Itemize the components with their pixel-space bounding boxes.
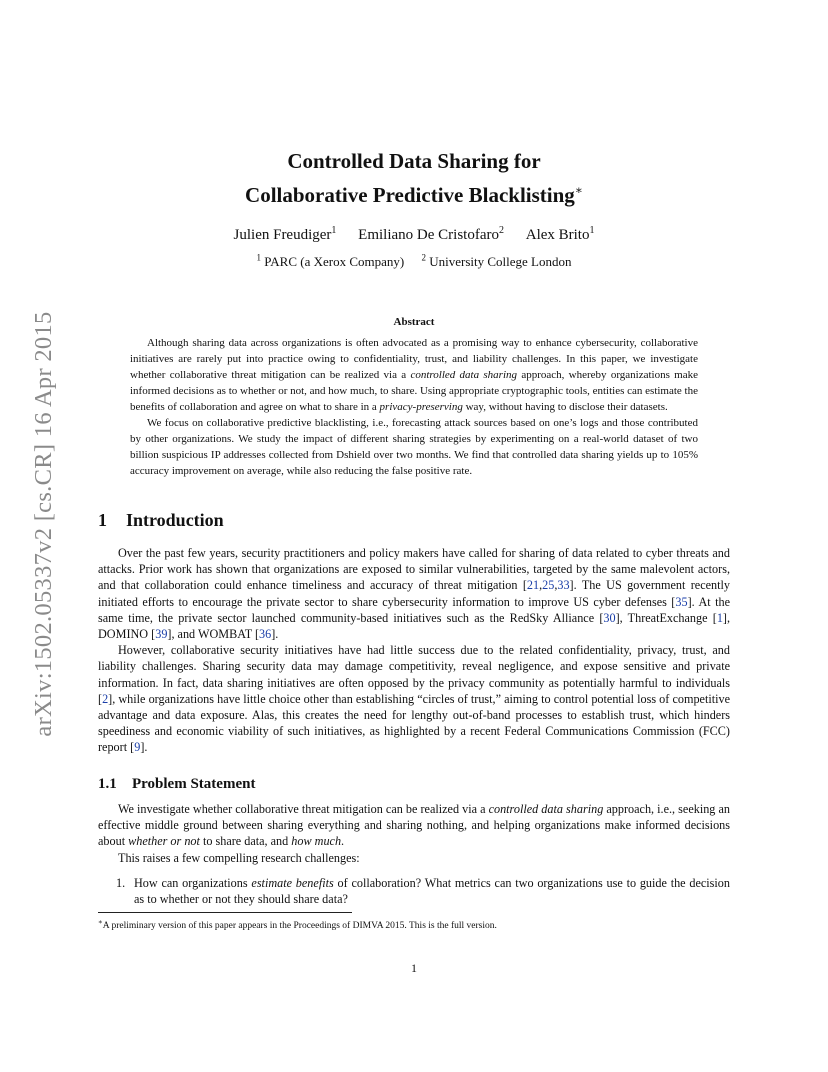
body-text: ], DOMINO [: [98, 610, 731, 642]
body-emphasis: controlled data sharing: [488, 802, 604, 816]
affiliation: [421, 254, 571, 269]
body-emphasis: how much: [291, 834, 342, 849]
abstract-paragraph: [130, 335, 698, 415]
body-paragraph: [98, 642, 730, 755]
section-title: Introduction: [126, 510, 224, 530]
body-text: ], while organizations have little choice other than establishing “circles of trust,” aiming to control potential loss of competitive advantage and data exposure. Alas, this creates the need for lengthy out-of-band processes to establish trust, which hinders speediness and economic viability of such initiatives, as highlighted by a recent Federal Communications Commission (FCC) report [: [98, 691, 730, 755]
footnote-rule: [98, 912, 352, 913]
body-paragraph: This raises a few compelling research challenges:: [118, 850, 360, 865]
author: [234, 227, 337, 243]
paper-title: [0, 147, 828, 210]
problem-statement-body: [98, 801, 730, 866]
author-name: Alex Brito: [525, 227, 590, 243]
body-text: Over the past few years, security practitioners and policy makers have called for sharing of data related to cyber threats and attacks. Prior work has shown that organizations are exposed to similar vulnerabilities, targeted by the same malevolent actors, and that collaboration could enhance timeliness and accuracy of threat mitigation [: [98, 546, 730, 593]
author-affil-mark: 1: [331, 225, 337, 236]
section-number: 1: [98, 510, 107, 530]
body-paragraph: [98, 801, 730, 850]
citation-link[interactable]: 30: [603, 610, 616, 625]
author-name: Emiliano De Cristofaro: [358, 227, 499, 243]
citation-link[interactable]: 2: [102, 691, 109, 706]
author-affil-mark: 1: [589, 225, 595, 236]
introduction-body: [98, 545, 730, 756]
body-text: ,: [539, 578, 543, 593]
abstract-text: approach, whereby organizations make informed decisions as to whether or not, and how much, to share. Using appropriate cryptographic tools, entities can estimate the benefits of collaboration and agree on what to share in a: [130, 369, 698, 413]
body-text: ]. The US government recently initiated efforts to encourage the private sector to share cybersecurity information to improve US cyber defenses [: [98, 578, 730, 609]
affiliation-mark: 2: [421, 253, 426, 263]
author: [526, 227, 595, 243]
author-list: [0, 222, 828, 244]
affiliation-name: University College London: [429, 254, 572, 270]
citation-link[interactable]: 33: [557, 578, 570, 593]
abstract-paragraph: We focus on collaborative predictive blacklisting, i.e., forecasting attack sources based on one’s logs and those contributed by other organizations. We study the impact of different sharing strategies by experimenting on a real-world dataset of two billion suspicious IP addresses collected from Dshield over two months. We find that controlled data sharing yields up to 105% accuracy improvement on average, while also reducing the false positive rate.: [130, 417, 698, 477]
subsection-title: Problem Statement: [132, 776, 256, 792]
citation-link[interactable]: 35: [675, 594, 688, 609]
body-text: ], and WOMBAT [: [167, 627, 260, 642]
author-name: Julien Freudiger: [233, 227, 332, 243]
section-heading-introduction: [98, 509, 224, 531]
abstract-emphasis: controlled data sharing: [410, 369, 518, 381]
footnote-mark: ∗: [98, 918, 103, 926]
citation-link[interactable]: 9: [134, 740, 141, 755]
citation-link[interactable]: 21: [526, 578, 540, 593]
affiliation: [256, 254, 404, 269]
arxiv-stamp: arXiv:1502.05337v2 [cs.CR] 16 Apr 2015: [30, 311, 57, 737]
list-item: [98, 875, 730, 907]
body-text: to share data, and: [199, 834, 292, 849]
challenge-list: [98, 875, 730, 907]
affiliation-list: [0, 250, 828, 270]
citation-link[interactable]: 1: [716, 610, 723, 625]
subsection-number: 1.1: [98, 776, 117, 792]
title-line-1: Controlled Data Sharing for: [287, 149, 541, 173]
footnote: [98, 916, 730, 932]
page-number: 1: [411, 961, 417, 975]
footnote-text: A preliminary version of this paper appears in the Proceedings of DIMVA 2015. This is the full version.: [102, 921, 497, 932]
body-text: .: [341, 834, 345, 849]
title-footnote-mark: ∗: [574, 183, 583, 197]
body-emphasis: estimate benefits: [251, 876, 334, 890]
title-line-2: [0, 176, 828, 210]
body-text: ].: [271, 627, 279, 642]
citation-link[interactable]: 36: [259, 627, 272, 642]
affiliation-mark: 1: [256, 253, 261, 263]
title-line-2-text: Collaborative Predictive Blacklisting: [245, 183, 575, 207]
body-emphasis: whether or not: [128, 834, 200, 849]
citation-link[interactable]: 39: [155, 627, 168, 642]
body-text: However, collaborative security initiatives have had little success due to the related confidentiality, privacy, trust, and liability challenges. Sharing security data may damage competitivity, reveal negligence, and expose sensitive and private information. In fact, data sharing initiatives are often opposed by the privacy community as potentially harmful to individuals [: [98, 643, 730, 706]
abstract-body: [130, 335, 698, 479]
author: [358, 227, 504, 243]
subsection-heading-problem-statement: [98, 775, 255, 793]
body-text: ].: [140, 740, 148, 755]
body-text: ]. At the same time, the private sector launched community-based initiatives such as the RedSky Alliance [: [98, 594, 730, 625]
list-item-number: 1.: [116, 876, 126, 890]
affiliation-name: PARC (a Xerox Company): [264, 254, 405, 270]
abstract-emphasis: privacy-preserving: [379, 401, 463, 413]
author-affil-mark: 2: [498, 225, 504, 236]
body-text: ,: [554, 578, 558, 593]
abstract-heading: Abstract: [393, 316, 435, 328]
citation-link[interactable]: 25: [542, 578, 555, 593]
body-paragraph: [98, 545, 730, 642]
abstract-text: way, without having to disclose their datasets.: [462, 401, 668, 413]
abstract-text: Although sharing data across organizations is often advocated as a promising way to enhance cybersecurity, collaborative initiatives are rarely put into practice owing to confidentiality, trust, and liability challenges. In this paper, we investigate whether collaborative threat mitigation can be realized via a: [130, 337, 698, 381]
body-text: of collaboration? What metrics can two organizations use to guide the decision as to whether or not they should share data?: [134, 876, 730, 907]
body-text: How can organizations: [134, 876, 252, 890]
body-text: approach, i.e., seeking an effective middle ground between sharing everything and sharing nothing, and helping organizations make informed decisions about: [98, 802, 730, 849]
body-text: We investigate whether collaborative threat mitigation can be realized via a: [118, 802, 489, 816]
body-text: ], ThreatExchange [: [615, 610, 717, 625]
